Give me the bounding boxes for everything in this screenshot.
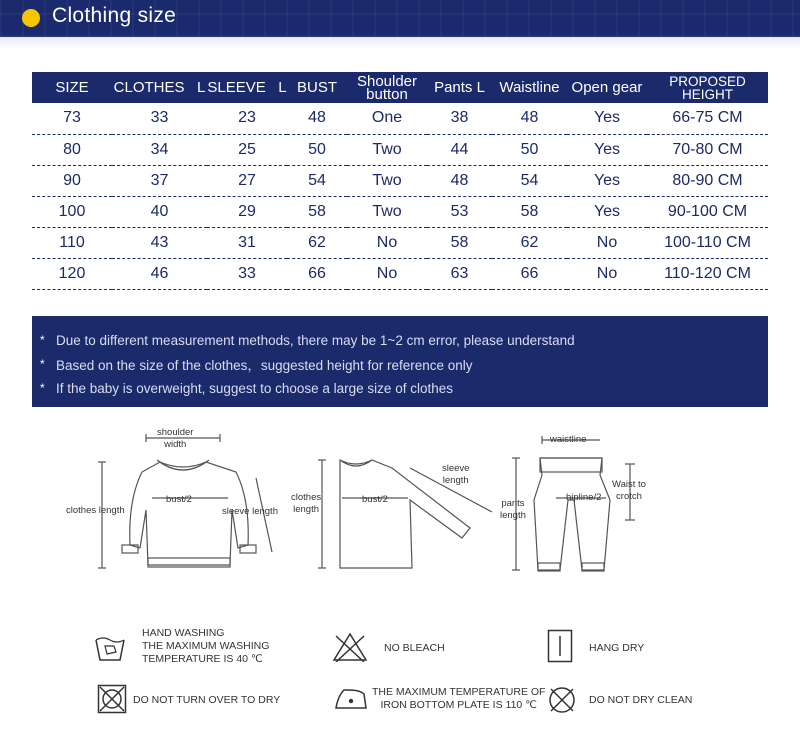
cell-pants-length: 63 bbox=[450, 264, 469, 282]
page-title: Clothing size bbox=[52, 4, 177, 27]
star-icon: * bbox=[40, 357, 45, 371]
no-dry-clean-icon bbox=[547, 685, 577, 715]
cell-pants-length: 53 bbox=[450, 202, 469, 220]
no-bleach-icon bbox=[332, 632, 368, 662]
header-waistline: Waistline bbox=[499, 79, 560, 96]
header-sleeve-length: SLEEVE L bbox=[207, 79, 287, 96]
table-row bbox=[32, 103, 768, 134]
cell-size: 90 bbox=[63, 171, 81, 189]
cell-proposed-height: 80-90 CM bbox=[672, 171, 743, 189]
cell-shoulder-button: No bbox=[376, 233, 398, 251]
cell-proposed-height: 66-75 CM bbox=[672, 109, 743, 127]
cell-sleeve-length: 25 bbox=[238, 140, 256, 158]
cell-proposed-height: 110-120 CM bbox=[664, 264, 751, 282]
table-row bbox=[32, 196, 768, 227]
iron-text: THE MAXIMUM TEMPERATURE OF IRON BOTTOM PLATE IS 110 ℃ bbox=[372, 686, 546, 711]
cell-sleeve-length: 31 bbox=[238, 233, 256, 251]
cell-pants-length: 58 bbox=[450, 233, 469, 251]
cell-waistline: 62 bbox=[520, 233, 539, 251]
cell-clothes-length: 37 bbox=[150, 171, 169, 189]
size-table bbox=[32, 72, 768, 290]
cell-open-gear: Yes bbox=[593, 202, 621, 220]
shoulder-width-label: shoulder width bbox=[157, 427, 194, 450]
note-item: * Due to different measurement methods, there may be 1~2 cm error, please understand bbox=[40, 332, 575, 348]
no-bleach-text: NO BLEACH bbox=[384, 642, 445, 654]
iron-icon bbox=[334, 686, 368, 710]
header-pants-length: Pants L bbox=[434, 79, 485, 96]
table-row bbox=[32, 258, 768, 289]
cell-shoulder-button: Two bbox=[372, 171, 402, 189]
cell-open-gear: No bbox=[596, 233, 618, 251]
cell-size: 80 bbox=[63, 140, 81, 158]
cell-open-gear: Yes bbox=[593, 109, 621, 127]
table-header-row bbox=[32, 72, 768, 103]
cell-open-gear: No bbox=[596, 264, 618, 282]
star-icon: * bbox=[40, 381, 45, 395]
header-size: SIZE bbox=[55, 79, 89, 96]
cell-bust: 58 bbox=[308, 202, 326, 220]
table-row bbox=[32, 165, 768, 196]
hang-dry-icon bbox=[547, 629, 573, 663]
cell-clothes-length: 43 bbox=[150, 233, 169, 251]
hand-washing-text: HAND WASHING THE MAXIMUM WASHING TEMPERATURE IS 40 ℃ bbox=[142, 627, 270, 665]
cell-bust: 54 bbox=[308, 171, 326, 189]
note-item: * If the baby is overweight, suggest to choose a large size of clothes bbox=[40, 380, 453, 396]
cell-sleeve-length: 27 bbox=[238, 171, 256, 189]
cell-size: 100 bbox=[58, 202, 86, 220]
table-row bbox=[32, 134, 768, 165]
cell-shoulder-button: No bbox=[376, 264, 398, 282]
hang-dry-text: HANG DRY bbox=[589, 642, 645, 654]
header-clothes-length: CLOTHES L bbox=[113, 79, 206, 96]
header-shoulder-button: Shoulder button bbox=[356, 72, 418, 103]
cell-clothes-length: 33 bbox=[150, 109, 169, 127]
cell-waistline: 58 bbox=[520, 202, 539, 220]
cell-sleeve-length: 33 bbox=[238, 264, 256, 282]
header-open-gear: Open gear bbox=[571, 79, 643, 96]
cell-open-gear: Yes bbox=[593, 140, 621, 158]
cell-sleeve-length: 29 bbox=[238, 202, 256, 220]
star-icon: * bbox=[40, 333, 45, 347]
cell-waistline: 48 bbox=[520, 109, 539, 127]
cell-bust: 48 bbox=[308, 109, 326, 127]
no-tumble-dry-text: DO NOT TURN OVER TO DRY bbox=[133, 694, 281, 706]
tee-bust-label: bust/2 bbox=[362, 494, 388, 505]
cell-proposed-height: 90-100 CM bbox=[667, 202, 748, 220]
cell-size: 73 bbox=[63, 109, 81, 127]
cell-clothes-length: 34 bbox=[150, 140, 169, 158]
cell-shoulder-button: One bbox=[371, 109, 403, 127]
table-row bbox=[32, 227, 768, 258]
cell-bust: 66 bbox=[308, 264, 326, 282]
cell-shoulder-button: Two bbox=[372, 140, 402, 158]
cell-sleeve-length: 23 bbox=[238, 109, 256, 127]
cell-clothes-length: 40 bbox=[150, 202, 169, 220]
cell-pants-length: 48 bbox=[450, 171, 469, 189]
waist-to-crotch-label: Waist to crotch bbox=[612, 479, 646, 502]
tee-sleeve-length-label: sleeve length bbox=[442, 463, 470, 486]
hipline-label: hipline/2 bbox=[566, 492, 602, 503]
bullet-dot-icon bbox=[22, 9, 40, 27]
cell-waistline: 54 bbox=[520, 171, 539, 189]
note-item: * Based on the size of the clothes，suggested height for reference only bbox=[40, 357, 473, 373]
cell-bust: 50 bbox=[308, 140, 326, 158]
sweater-clothes-length-label: clothes length bbox=[66, 505, 125, 516]
cell-size: 120 bbox=[58, 264, 86, 282]
cell-pants-length: 38 bbox=[450, 109, 469, 127]
notes-box bbox=[32, 316, 768, 407]
hand-wash-icon bbox=[94, 632, 126, 662]
sweater-sleeve-length-label: sleeve length bbox=[222, 506, 278, 517]
tee-clothes-length-label: clothes length bbox=[291, 492, 322, 515]
cell-waistline: 50 bbox=[520, 140, 539, 158]
cell-size: 110 bbox=[59, 233, 85, 251]
waistline-label: waistline bbox=[550, 434, 587, 445]
cell-clothes-length: 46 bbox=[150, 264, 169, 282]
header-shadow bbox=[0, 37, 800, 49]
cell-waistline: 66 bbox=[520, 264, 539, 282]
header-bust: BUST bbox=[296, 79, 337, 96]
no-dry-clean-text: DO NOT DRY CLEAN bbox=[589, 694, 693, 706]
cell-bust: 62 bbox=[308, 233, 326, 251]
sweater-bust-label: bust/2 bbox=[166, 494, 192, 505]
cell-proposed-height: 70-80 CM bbox=[672, 140, 743, 158]
no-tumble-dry-icon bbox=[97, 684, 127, 714]
cell-proposed-height: 100-110 CM bbox=[664, 233, 751, 251]
cell-pants-length: 44 bbox=[450, 140, 469, 158]
header-proposed-height: PROPOSED HEIGHT bbox=[669, 73, 746, 102]
pants-length-label: pants length bbox=[500, 498, 526, 521]
cell-open-gear: Yes bbox=[593, 171, 621, 189]
cell-shoulder-button: Two bbox=[372, 202, 402, 220]
